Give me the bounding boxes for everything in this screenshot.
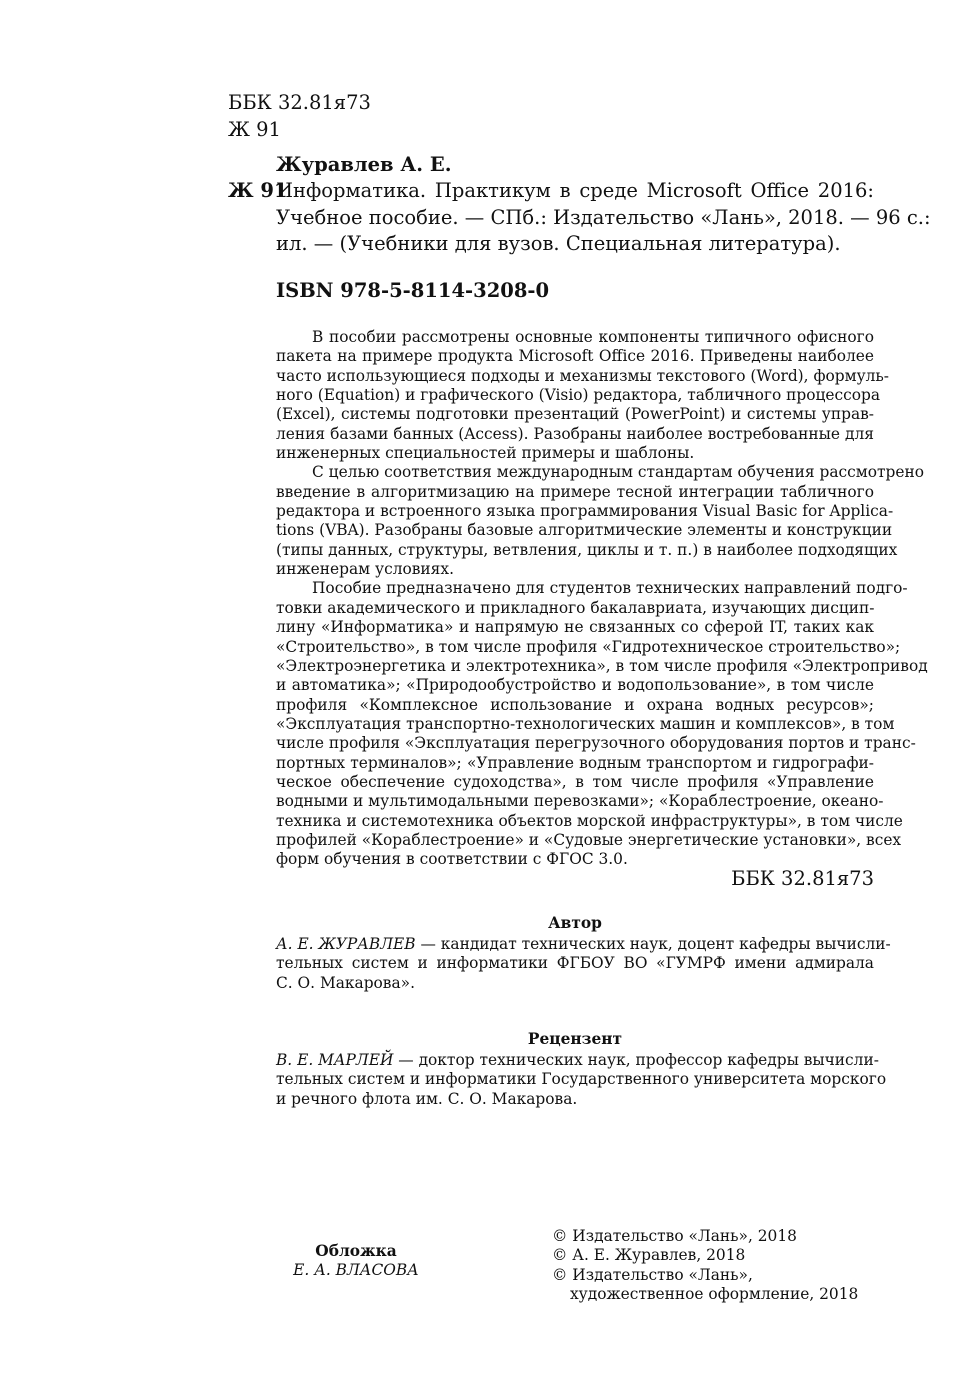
annotation-paragraph [276, 328, 890, 463]
annotation-line: портных терминалов»; «Управление водным транспортом и гидрографи- [276, 753, 874, 772]
annotation-line: (типы данных, структуры, ветвления, циклы и т. п.) в наиболее подходящих [276, 540, 898, 559]
record-author: Журавлев А. Е. [276, 153, 452, 176]
author-line [276, 935, 891, 954]
annotation-line: и автоматика»; «Природообустройство и водопользование», в том числе [276, 676, 874, 695]
author-line: тельных систем и информатики ФГБОУ ВО «ГУМРФ имени адмирала [276, 954, 874, 973]
annotation-line: форм обучения в соответствии с ФГОС 3.0. [276, 850, 628, 869]
author-info [276, 935, 891, 993]
annotation-line: товки академического и прикладного бакалавриата, изучающих дисцип- [276, 598, 875, 617]
cover-credit [276, 1242, 436, 1281]
annotation-line: пакета на примере продукта Microsoft Office 2016. Приведены наиболее [276, 347, 874, 366]
copyright-block [552, 1227, 858, 1304]
record-title-line: Информатика. Практикум в среде Microsoft Office 2016: [276, 179, 874, 202]
reviewer-line [276, 1051, 879, 1070]
annotation-line: Пособие предназначено для студентов технических направлений подго- [312, 579, 908, 598]
annotation-line: часто использующиеся подходы и механизмы текстового (Word), формуль- [276, 366, 890, 385]
author-line-text: — кандидат технических наук, доцент кафедры вычисли- [415, 935, 891, 953]
annotation-line: «Электроэнергетика и электротехника», в том числе профиля «Электропривод [276, 656, 928, 675]
annotation-line: профилей «Кораблестроение» и «Судовые энергетические установки», всех [276, 830, 902, 849]
record-author-mark: Ж 91 [228, 179, 288, 202]
annotation-line: числе профиля «Эксплуатация перегрузочного оборудования портов и транс- [276, 734, 916, 753]
cover-artist: Е. А. ВЛАСОВА [293, 1261, 419, 1280]
annotation-paragraph [276, 579, 928, 869]
annotation-line: «Строительство», в том числе профиля «Гидротехническое строительство»; [276, 637, 901, 656]
annotation-line: (Excel), системы подготовки презентаций (PowerPoint) и системы управ- [276, 405, 874, 424]
bbk-code-bottom: ББК 32.81я73 [731, 867, 874, 890]
annotation-line: ного (Equation) и графического (Visio) редактора, табличного процессора [276, 386, 881, 405]
annotation-line: водными и мультимодальными перевозками»; «Кораблестроение, океано- [276, 792, 884, 811]
author-mark-top: Ж 91 [228, 118, 281, 141]
bbk-code-top: ББК 32.81я73 [228, 91, 371, 114]
annotation-line: инженерных специальностей примеры и шаблоны. [276, 444, 695, 463]
record-title-line: ил. — (Учебники для вузов. Специальная литература). [276, 232, 841, 255]
annotation-line: техника и системотехника объектов морской инфраструктуры», в том числе [276, 811, 903, 830]
reviewer-heading: Рецензент [527, 1030, 623, 1048]
copyright-line: художественное оформление, 2018 [570, 1285, 859, 1304]
copyright-line: © Издательство «Лань», 2018 [552, 1227, 797, 1245]
annotation-line: профиля «Комплексное использование и охрана водных ресурсов»; [276, 695, 874, 714]
annotation-line: С целью соответствия международным стандартам обучения рассмотрено [312, 463, 925, 482]
record-description [276, 178, 931, 258]
annotation-line: ления базами банных (Access). Разобраны наиболее востребованные для [276, 424, 874, 443]
record-title-line: Учебное пособие. — СПб.: Издательство «Лань», 2018. — 96 с.: [276, 205, 931, 229]
annotation [276, 328, 928, 870]
annotation-line: инженерам условиях. [276, 560, 454, 579]
cover-label: Обложка [315, 1242, 397, 1260]
isbn: ISBN 978-5-8114-3208-0 [276, 279, 550, 302]
annotation-line: «Эксплуатация транспортно-технологических машин и комплексов», в том [276, 714, 895, 733]
annotation-line: ческое обеспечение судоходства», в том числе профиля «Управление [276, 772, 874, 791]
annotation-line: редактора и встроенного языка программирования Visual Basic for Applica- [276, 502, 894, 521]
author-line: С. О. Макарова». [276, 973, 415, 992]
annotation-paragraph [276, 463, 925, 579]
annotation-line: tions (VBA). Разобраны базовые алгоритмические элементы и конструкции [276, 521, 893, 540]
annotation-line: лину «Информатика» и напрямую не связанных со сферой IT, таких как [276, 618, 874, 637]
copyright-line: © А. Е. Журавлев, 2018 [552, 1246, 746, 1265]
reviewer-info [276, 1051, 887, 1109]
reviewer-line-text: — доктор технических наук, профессор кафедры вычисли- [393, 1051, 879, 1069]
reviewer-line: тельных систем и информатики Государственного университета морского [276, 1070, 887, 1089]
copyright-line: © Издательство «Лань», [552, 1265, 753, 1284]
reviewer-name: В. Е. МАРЛЕЙ [276, 1051, 394, 1069]
annotation-line: введение в алгоритмизацию на примере тесной интеграции табличного [276, 482, 874, 501]
author-heading: Автор [548, 914, 602, 932]
annotation-line: В пособии рассмотрены основные компоненты типичного офисного [312, 328, 874, 346]
reviewer-line: и речного флота им. С. О. Макарова. [276, 1089, 578, 1108]
author-name: А. Е. ЖУРАВЛЕВ [276, 935, 416, 953]
